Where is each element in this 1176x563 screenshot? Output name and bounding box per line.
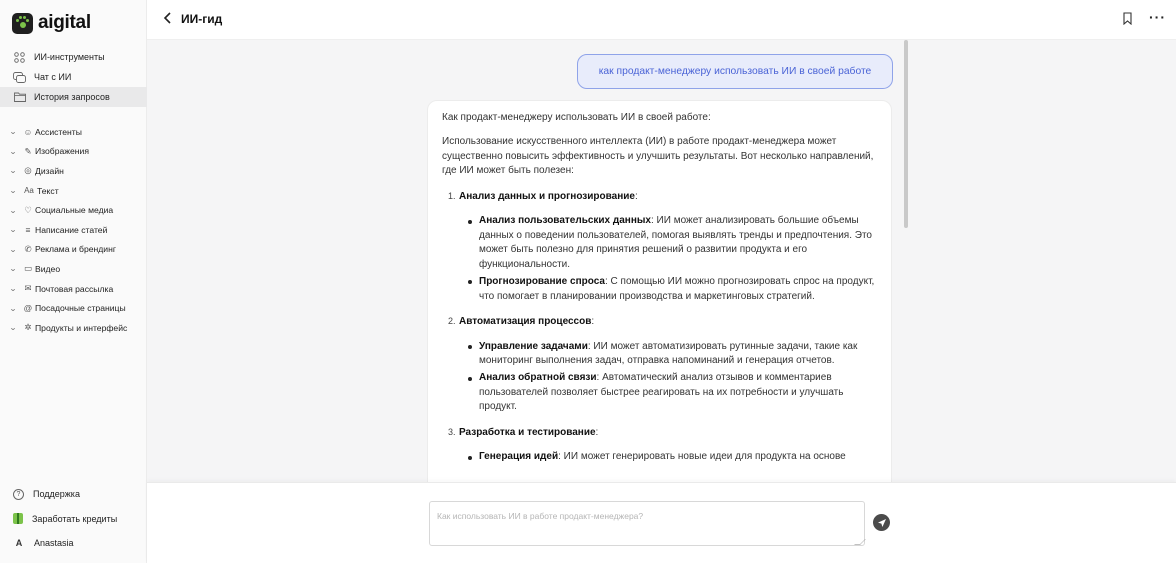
chevron-down-icon: ⌄ (9, 284, 18, 294)
section-items (442, 450, 877, 465)
composer (147, 482, 1176, 563)
support-label: Поддержка (33, 489, 80, 500)
answer-sections (442, 189, 877, 465)
folder-icon (13, 91, 26, 104)
category-label: Ассистенты (35, 126, 82, 137)
chevron-down-icon: ⌄ (9, 244, 18, 254)
gift-icon (13, 513, 23, 524)
bookmark-icon (1123, 12, 1132, 25)
chevron-left-icon (163, 12, 173, 24)
chevron-down-icon: ⌄ (9, 146, 18, 156)
list-item (468, 275, 877, 304)
main-nav (0, 47, 147, 107)
brush-icon: ✎ (24, 145, 32, 156)
user-message (577, 54, 893, 89)
bookmark-button[interactable] (1123, 12, 1132, 25)
category-social[interactable] (0, 200, 147, 220)
assistant-message (427, 100, 892, 482)
category-label: Видео (35, 263, 61, 274)
section-number: 1. (448, 190, 456, 201)
more-dots-icon: ··· (1149, 9, 1166, 25)
megaphone-icon: ✆ (24, 243, 32, 254)
sidebar (0, 0, 147, 563)
chevron-down-icon: ⌄ (9, 166, 18, 176)
answer-section: 3. Разработка и тестирование: Генерация идей: ИИ может генерировать новые идеи для продукта на основе (442, 425, 877, 465)
nav-item-ai-chat[interactable] (0, 67, 147, 87)
item-text: : ИИ может генерировать новые идеи для продукта на основе (558, 451, 846, 463)
category-nav (0, 122, 147, 338)
item-title: Анализ обратной связи (479, 372, 597, 384)
item-text: : Автоматический анализ отзывов и комментариев пользователей позволяет быстрее реагировать на их потребности и улучшать продукт. (479, 372, 844, 413)
item-title: Управление задачами (479, 340, 588, 352)
category-text[interactable] (0, 181, 147, 201)
chevron-down-icon: ⌄ (9, 205, 18, 215)
item-title: Прогнозирование спроса (479, 275, 605, 287)
earn-credits-label: Заработать кредиты (32, 513, 118, 524)
category-images[interactable] (0, 142, 147, 162)
section-items (442, 214, 877, 304)
section-number: 2. (448, 315, 456, 326)
chevron-down-icon: ⌄ (9, 264, 18, 274)
logo[interactable] (12, 12, 91, 34)
sidebar-footer (0, 482, 147, 556)
answer-title: Как продакт-менеджеру использовать ИИ в своей работе: (442, 112, 711, 123)
category-design[interactable] (0, 161, 147, 181)
category-label: Продукты и интерфейс (35, 322, 128, 333)
at-icon: @ (23, 303, 33, 314)
category-label: Социальные медиа (35, 205, 114, 216)
message-input[interactable] (429, 501, 865, 546)
send-button[interactable] (873, 514, 890, 531)
item-text: : ИИ может автоматизировать рутинные задачи, такие как мониторинг выполнения задач, отправка напоминаний и генерация отчетов. (479, 340, 858, 367)
section-number: 3. (448, 426, 456, 437)
item-title: Анализ пользовательских данных (479, 215, 651, 227)
user-profile[interactable] (0, 531, 147, 556)
chevron-down-icon: ⌄ (9, 186, 18, 196)
list-item (468, 371, 877, 415)
more-button[interactable] (1149, 9, 1166, 25)
palette-icon: ◎ (24, 165, 32, 176)
page-header (147, 0, 1176, 40)
nav-item-label: История запросов (34, 92, 110, 102)
list-item (468, 214, 877, 272)
category-articles[interactable] (0, 220, 147, 240)
section-items (442, 340, 877, 415)
category-products[interactable] (0, 318, 147, 338)
category-label: Реклама и брендинг (35, 244, 116, 255)
video-icon: ▭ (23, 263, 33, 274)
item-title: Генерация идей (479, 451, 559, 463)
list-item (468, 450, 877, 465)
avatar: A (15, 538, 23, 549)
chevron-down-icon: ⌄ (9, 323, 18, 333)
grid-icon (13, 51, 26, 64)
answer-section: 1. Анализ данных и прогнозирование: Анализ пользовательских данных: ИИ может анализировать большие объемы данных о поведении пользователей, помогая выявлять тренды и предпочтения. Это может быть полезно для принятия решений о развитии продукта и его функциональности. Прогнозирование спроса: С помощью ИИ можно прогнозировать спрос на продукт, что помогает в планировании производства и маркетинговых стратегий. (442, 189, 877, 305)
page-title: ИИ-гид (181, 12, 223, 26)
category-label: Изображения (35, 146, 90, 157)
category-label: Текст (37, 185, 59, 196)
item-text: : С помощью ИИ можно прогнозировать спрос на продукт, что помогает в планировании производства и маркетинговых стратегий. (479, 275, 875, 302)
sparkle-icon: ✲ (24, 322, 32, 333)
chevron-down-icon: ⌄ (9, 303, 18, 313)
answer-intro: Использование искусственного интеллекта (ИИ) в работе продакт-менеджера может существенно повысить эффективность и улучшить результаты. Вот несколько направлений, где ИИ может быть полезен: (442, 136, 874, 177)
chevron-down-icon: ⌄ (9, 127, 18, 137)
category-email[interactable] (0, 279, 147, 299)
send-icon (877, 518, 887, 528)
item-text: : ИИ может анализировать большие объемы данных о поведении пользователей, помогая выявлять тренды и предпочтения. Это может быть полезно для принятия решений о развитии продукта и его функциональности. (479, 215, 872, 270)
section-title: Разработка и тестирование (459, 426, 596, 438)
chat-icon (13, 71, 26, 84)
lines-icon: ≡ (25, 224, 31, 235)
chevron-down-icon: ⌄ (9, 225, 18, 235)
chat-area (147, 40, 1176, 482)
category-assistants[interactable] (0, 122, 147, 142)
support-link[interactable] (0, 482, 147, 507)
category-label: Почтовая рассылка (35, 283, 114, 294)
nav-item-label: ИИ-инструменты (34, 52, 105, 62)
logo-text: aigital (38, 12, 91, 33)
text-icon: Aa (24, 186, 34, 196)
earn-credits-link[interactable] (0, 507, 147, 532)
help-circle-icon: ? (13, 489, 24, 500)
nav-item-ai-tools[interactable] (0, 47, 147, 67)
people-icon: ☺ (23, 126, 33, 137)
paw-logo-icon (12, 13, 33, 34)
category-video[interactable] (0, 259, 147, 279)
back-button[interactable] (163, 12, 175, 26)
category-label: Написание статей (35, 224, 108, 235)
nav-item-history[interactable] (0, 87, 147, 107)
nav-item-label: Чат с ИИ (34, 72, 72, 82)
section-title: Анализ данных и прогнозирование (459, 190, 635, 202)
mail-icon: ✉ (24, 283, 32, 294)
scrollbar[interactable] (904, 40, 908, 228)
section-title: Автоматизация процессов (459, 315, 592, 327)
category-landing[interactable] (0, 298, 147, 318)
user-name: Anastasia (34, 538, 74, 549)
category-label: Посадочные страницы (35, 303, 126, 314)
list-item (468, 340, 877, 369)
category-label: Дизайн (35, 165, 64, 176)
user-message-text: как продакт-менеджеру использовать ИИ в своей работе (598, 66, 872, 77)
heart-icon: ♡ (24, 204, 32, 215)
answer-section: 2. Автоматизация процессов: Управление задачами: ИИ может автоматизировать рутинные задачи, такие как мониторинг выполнения задач, отправка напоминаний и генерация отчетов. Анализ обратной связи: Автоматический анализ отзывов и комментариев пользователей позволяет быстрее реагировать на их потребности и улучшать продукт. (442, 314, 877, 415)
category-ads[interactable] (0, 240, 147, 260)
